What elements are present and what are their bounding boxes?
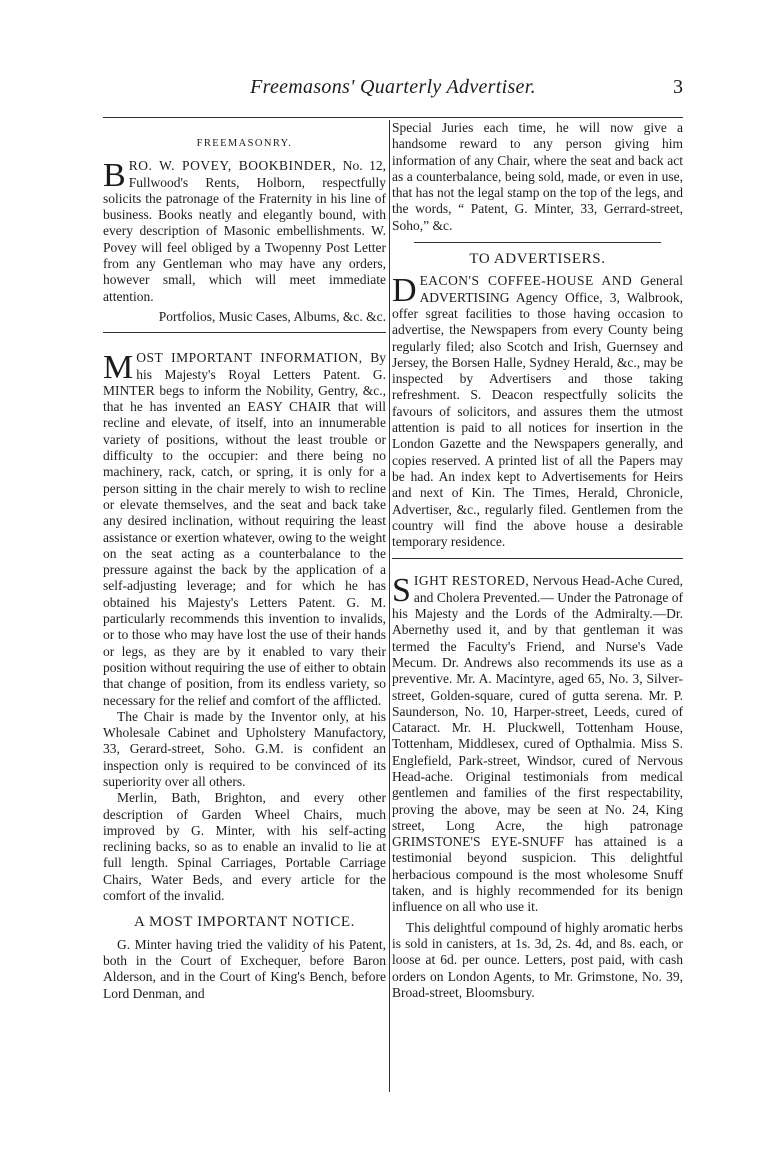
- advertisers-heading: TO ADVERTISERS.: [469, 251, 606, 268]
- important-notice: [103, 914, 386, 1001]
- minter-advert: [103, 350, 386, 904]
- povey-advert-text: [103, 158, 386, 305]
- sight-body-1: Nervous Head-Ache Cured, and Cholera Prevented.— Under the Patronage of his Majesty and the Lords of the Admiralty.—Dr. Abernethy used it, and by that gentleman it was termed the Faculty's Friend, and Nurse's Vade Mecum. Dr. Andrews also recommends its use as a preventive. Mr. A. Macintyre, aged 65, No. 3, Silver-street, Golden-square, cured of gutta serena. Mr. P. Saunderson, No. 10, Harper-street, Leeds, cured of Cataract. Mr. H. Pluckwell, Tottenham House, Tottenham, Middlesex, cured of Opthalmia. Miss S. Englefield, Park-street, Windsor, cured of Nervous Head-ache. Original testimonials from medical gentlemen and families of the first respectability, proving the above, may be seen at No. 24, King street, Long Acre, the high patronage GRIMSTONE'S EYE-SNUFF has attained is a testimonial beyond suspicion. This delightful herbacious compound is the most wholesome Snuff taken, and is highly recommended for its benign influence on all who use it.: [392, 573, 683, 915]
- deacon-advert-text: [392, 273, 683, 550]
- sight-lead: IGHT RESTORED,: [413, 573, 530, 589]
- right-column: [392, 120, 683, 1001]
- column-divider: [389, 120, 390, 1092]
- dropcap-b: B: [103, 157, 126, 195]
- running-head: [103, 76, 683, 104]
- header-rule: [103, 117, 683, 118]
- sight-advert: [392, 573, 683, 1001]
- deacon-lead: EACON'S COFFEE-HOUSE AND: [419, 273, 633, 289]
- minter-advert-text: [103, 350, 386, 709]
- minter-body-1: By his Majesty's Royal Letters Patent. G. MINTER begs to inform the Nobility, Gentry, &c., that he has invented an EASY CHAIR that will recline and elevate, of itself, into an innumerable variety of positions, without the least trouble or difficulty to the occupier: and there being no machinery, rack, catch, or spring, it is only for a person sitting in the chair merely to wish to recline or elevate themselves, and the seat and back take any desired inclination, without requiring the least assistance or exertion whatever, owing to the weight on the seat acting as a counterbalance to the pressure against the back by the application of a self-adjusting leverage; and for which he has obtained his Majesty's Letters Patent. G. M. particularly recommends this invention to invalids, or to those who may have lost the use of their hands or legs, as they are by it enabled to vary their position without requiring the use of either to obtain that change of position, from its endless variety, so necessary for the relief and comfort of the afflicted.: [103, 350, 386, 708]
- freemasonry-heading: FREEMASONRY.: [196, 138, 293, 149]
- left-column: [103, 120, 386, 1002]
- section-rule: [392, 558, 683, 559]
- section-rule: [103, 332, 386, 333]
- povey-body: No. 12, Fullwood's Rents, Holborn, respectfully solicits the patronage of the Fraternity in his line of business. Books neatly and elegantly bound, with every description of Masonic embellishments. W. Povey will feel obliged by a Twopenny Post Letter from any Gentleman who may have any orders, however small, which will meet immediate attention.: [103, 158, 387, 304]
- dropcap-d: D: [392, 272, 417, 310]
- minter-body-2: The Chair is made by the Inventor only, at his Wholesale Cabinet and Upholstery Manufactory, 33, Gerard-street, Soho. G.M. is confident an inspection only is required to be convinced of its superiority over all others.: [103, 708, 386, 789]
- dropcap-s: S: [392, 572, 411, 610]
- section-rule: [414, 242, 661, 243]
- continuation-text: Special Juries each time, he will now give a handsome reward to any person giving him information of any Chair, where the seat and back act as a counterbalance, being sold, made, or even in use, that has not the legal stamp on the top of the legs, and the words, “ Patent, G. Minter, 33, Gerrard-street, Soho,” &c.: [392, 120, 683, 233]
- povey-line-items: Portfolios, Music Cases, Albums, &c. &c.: [158, 308, 386, 324]
- minter-body-3: Merlin, Bath, Brighton, and every other description of Garden Wheel Chairs, much improved by G. Minter, with his self-acting reclining backs, so as to enable an invalid to lie at full length. Spinal Carriages, Portable Carriage Chairs, Water Beds, and every article for the comfort of the invalid.: [103, 790, 386, 904]
- dropcap-m: M: [103, 349, 134, 387]
- sight-advert-text: [392, 573, 683, 915]
- povey-lead: RO. W. POVEY, BOOKBINDER,: [128, 158, 337, 174]
- sight-body-2: This delightful compound of highly aromatic herbs is sold in canisters, at 1s. 3d, 2s. 4d, and 8s. each, or loose at 6d. per ounce. Letters, post paid, with cash orders on London Agents, to Mr. Grimstone, No. 39, Broad-street, Bloomsbury.: [392, 919, 683, 1000]
- deacon-body: General ADVERTISING Agency Office, 3, Walbrook, offer sgreat facilities to those having occasion to advertise, the Newspapers from every County being regularly filed; also Scotch and Irish, Guernsey and Jersey, the Borsen Halle, Sydney Herald, &c., may be inspected by Advertisers and those taking refreshment. S. Deacon respectfully solicits the favours of solicitors, and assures them the utmost attention is paid to all notices for insertion in the London Gazette and the Newspapers generally, and copies reserved. A printed list of all the Papers may be had. An index kept to Advertisements for Heirs and next of Kin. The Times, Herald, Chronicle, Advertiser, &c., regularly filed. Gentlemen from the country will find the above house a desirable temporary residence.: [392, 273, 683, 550]
- freemasonry-advert: [103, 136, 386, 325]
- notice-body: G. Minter having tried the validity of his Patent, both in the Court of Exchequer, before Baron Alderson, and in the Court of King's Bench, before Lord Denman, and: [103, 936, 386, 1001]
- minter-lead: OST IMPORTANT INFORMATION,: [136, 350, 363, 366]
- notice-heading: A MOST IMPORTANT NOTICE.: [134, 914, 355, 931]
- page-number: 3: [673, 76, 683, 98]
- running-title: Freemasons' Quarterly Advertiser.: [250, 76, 536, 98]
- advertisers-advert: [392, 251, 683, 550]
- minter-continuation: [392, 120, 683, 234]
